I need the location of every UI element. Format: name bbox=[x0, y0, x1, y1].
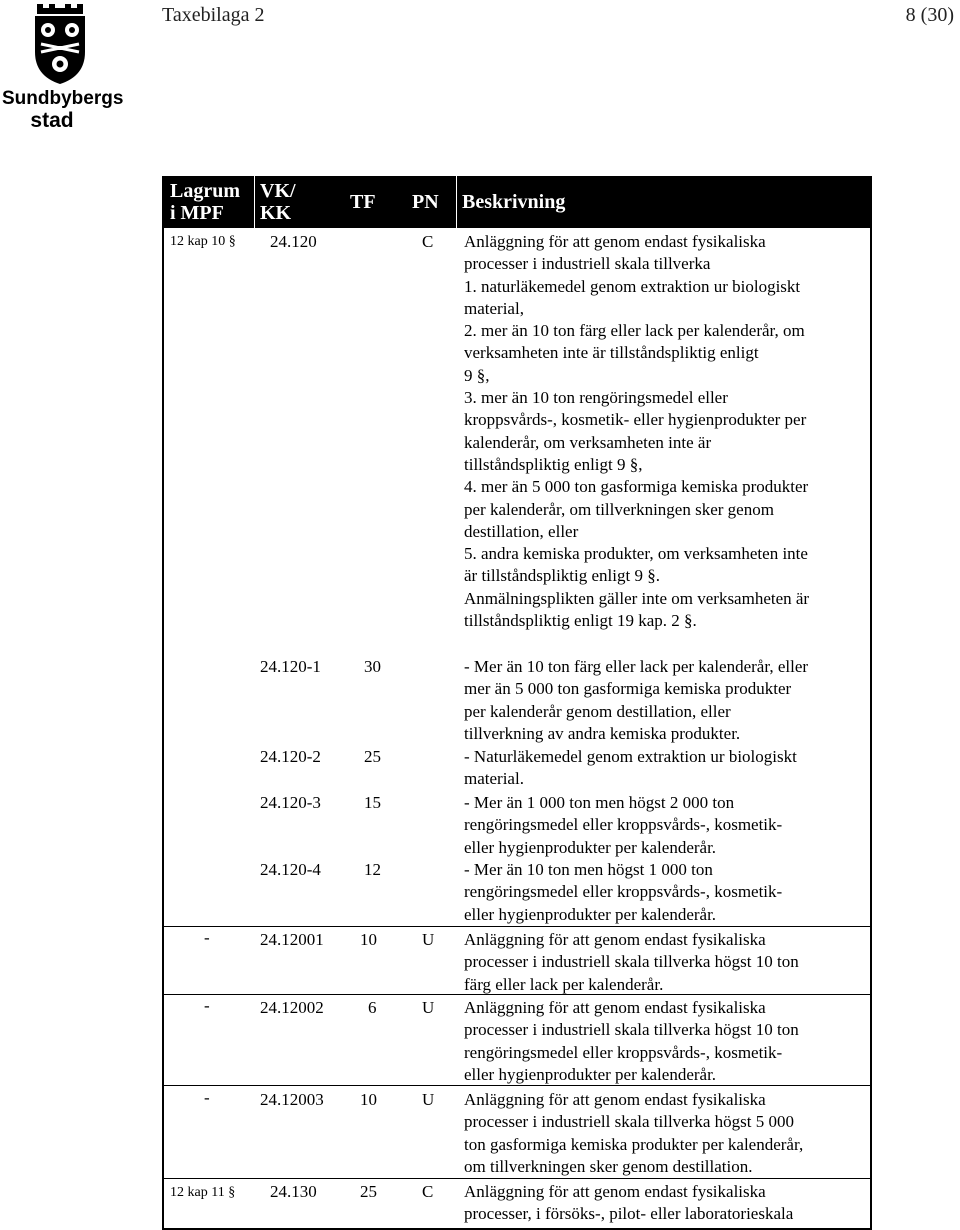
row-lagrum: - bbox=[204, 1088, 210, 1107]
desc-line: material, bbox=[464, 298, 524, 318]
row-tf: 6 bbox=[368, 998, 377, 1017]
row-code: 24.120-3 bbox=[260, 793, 321, 812]
row-divider bbox=[164, 926, 870, 927]
col-vkkk-line1: VK/ bbox=[260, 180, 296, 202]
row-lagrum: 12 kap 10 § bbox=[170, 234, 236, 249]
row-description bbox=[464, 929, 799, 996]
desc-line: Anläggning för att genom endast fysikaliska bbox=[464, 1182, 766, 1201]
desc-line: Anläggning för att genom endast fysikaliska bbox=[464, 930, 766, 949]
desc-line: är tillståndspliktig enligt 9 §. bbox=[464, 566, 660, 586]
desc-line: 9 §, bbox=[464, 365, 490, 385]
row-tf: 10 bbox=[360, 930, 377, 949]
desc-line: ton gasformiga kemiska produkter per kalenderår, bbox=[464, 1134, 804, 1154]
desc-line: Anläggning för att genom endast fysikaliska bbox=[464, 232, 766, 251]
desc-line: - Mer än 10 ton färg eller lack per kalenderår, eller bbox=[464, 657, 809, 676]
row-lagrum: 12 kap 11 § bbox=[170, 1185, 236, 1200]
desc-line: processer i industriell skala tillverka högst 5 000 bbox=[464, 1112, 795, 1132]
logo-text-line1: Sundbybergs bbox=[2, 88, 124, 109]
desc-line: material. bbox=[464, 769, 524, 789]
row-description bbox=[464, 792, 782, 859]
row-description bbox=[464, 859, 782, 926]
desc-line: tillståndspliktig enligt 19 kap. 2 §. bbox=[464, 611, 697, 631]
desc-line: eller hygienprodukter per kalenderår. bbox=[464, 837, 717, 857]
row-tf: 25 bbox=[360, 1182, 377, 1201]
desc-line: processer i industriell skala tillverka högst 10 ton bbox=[464, 1020, 799, 1040]
row-pn: C bbox=[422, 1182, 434, 1201]
desc-line: 4. mer än 5 000 ton gasformiga kemiska produkter bbox=[464, 477, 809, 497]
row-tf: 25 bbox=[364, 747, 381, 766]
desc-line: mer än 5 000 ton gasformiga kemiska produkter bbox=[464, 679, 792, 699]
row-code: 24.130 bbox=[270, 1182, 317, 1201]
page-number: 8 (30) bbox=[905, 4, 954, 26]
row-tf: 12 bbox=[364, 860, 381, 879]
desc-line: färg eller lack per kalenderår. bbox=[464, 974, 664, 994]
row-code: 24.120 bbox=[270, 232, 317, 251]
col-lagrum-line2: i MPF bbox=[170, 202, 224, 224]
row-divider bbox=[164, 994, 870, 995]
desc-line: eller hygienprodukter per kalenderår. bbox=[464, 1064, 717, 1084]
desc-line: destillation, eller bbox=[464, 521, 579, 541]
row-pn: U bbox=[422, 998, 435, 1017]
row-pn: U bbox=[422, 1090, 435, 1109]
desc-line: processer i industriell skala tillverka bbox=[464, 254, 711, 274]
desc-line: per kalenderår genom destillation, eller bbox=[464, 701, 731, 721]
row-lagrum: - bbox=[204, 928, 210, 947]
row-description bbox=[464, 1089, 803, 1178]
row-code: 24.12002 bbox=[260, 998, 324, 1017]
tax-table bbox=[162, 176, 872, 1230]
row-tf: 30 bbox=[364, 657, 381, 676]
desc-line: tillverkning av andra kemiska produkter. bbox=[464, 723, 741, 743]
row-code: 24.12001 bbox=[260, 930, 324, 949]
desc-line: per kalenderår, om tillverkningen sker genom bbox=[464, 499, 774, 519]
row-tf: 15 bbox=[364, 793, 381, 812]
row-divider bbox=[164, 1178, 870, 1179]
desc-line: verksamheten inte är tillståndspliktig enligt bbox=[464, 343, 759, 363]
row-code: 24.120-4 bbox=[260, 860, 321, 879]
desc-line: - Naturläkemedel genom extraktion ur biologiskt bbox=[464, 747, 797, 766]
desc-line: rengöringsmedel eller kroppsvårds-, kosmetik- bbox=[464, 815, 783, 835]
row-code: 24.120-2 bbox=[260, 747, 321, 766]
document-title: Taxebilaga 2 bbox=[162, 4, 265, 26]
col-vkkk-line2: KK bbox=[260, 202, 292, 224]
row-code: 24.120-1 bbox=[260, 657, 321, 676]
desc-line: tillståndspliktig enligt 9 §, bbox=[464, 454, 643, 474]
desc-line: 2. mer än 10 ton färg eller lack per kalenderår, om bbox=[464, 321, 805, 341]
row-pn: C bbox=[422, 232, 434, 251]
row-description bbox=[464, 656, 808, 745]
row-description bbox=[464, 997, 799, 1086]
coat-of-arms-icon bbox=[29, 2, 91, 86]
row-pn: U bbox=[422, 930, 435, 949]
desc-line: - Mer än 1 000 ton men högst 2 000 ton bbox=[464, 793, 735, 812]
col-pn: PN bbox=[412, 191, 439, 213]
row-tf: 10 bbox=[360, 1090, 377, 1109]
desc-line: Anmälningsplikten gäller inte om verksamheten är bbox=[464, 588, 810, 608]
desc-line: 1. naturläkemedel genom extraktion ur biologiskt bbox=[464, 276, 801, 296]
row-code: 24.12003 bbox=[260, 1090, 324, 1109]
col-tf: TF bbox=[350, 191, 376, 213]
desc-line: eller hygienprodukter per kalenderår. bbox=[464, 904, 717, 924]
desc-line: processer i industriell skala tillverka högst 10 ton bbox=[464, 952, 799, 972]
desc-line: Anläggning för att genom endast fysikaliska bbox=[464, 998, 766, 1017]
desc-line: kroppsvårds-, kosmetik- eller hygienprodukter per bbox=[464, 410, 807, 430]
table-header bbox=[164, 176, 870, 228]
logo-text-line2: stad bbox=[30, 109, 74, 132]
col-lagrum-line1: Lagrum bbox=[170, 180, 240, 202]
col-beskrivning: Beskrivning bbox=[462, 191, 566, 213]
row-divider bbox=[164, 1085, 870, 1086]
desc-line: om tillverkningen sker genom destillation. bbox=[464, 1156, 753, 1176]
desc-line: rengöringsmedel eller kroppsvårds-, kosmetik- bbox=[464, 882, 783, 902]
row-description bbox=[464, 231, 809, 632]
desc-line: 5. andra kemiska produkter, om verksamheten inte bbox=[464, 544, 808, 564]
desc-line: processer, i försöks-, pilot- eller laboratorieskala bbox=[464, 1204, 794, 1224]
desc-line: 3. mer än 10 ton rengöringsmedel eller bbox=[464, 388, 728, 408]
row-description bbox=[464, 746, 797, 791]
desc-line: kalenderår, om verksamheten inte är bbox=[464, 432, 712, 452]
desc-line: - Mer än 10 ton men högst 1 000 ton bbox=[464, 860, 713, 879]
sundbyberg-logo bbox=[2, 2, 122, 137]
desc-line: Anläggning för att genom endast fysikaliska bbox=[464, 1090, 766, 1109]
row-lagrum: - bbox=[204, 996, 210, 1015]
row-description bbox=[464, 1181, 793, 1226]
desc-line: rengöringsmedel eller kroppsvårds-, kosmetik- bbox=[464, 1042, 783, 1062]
